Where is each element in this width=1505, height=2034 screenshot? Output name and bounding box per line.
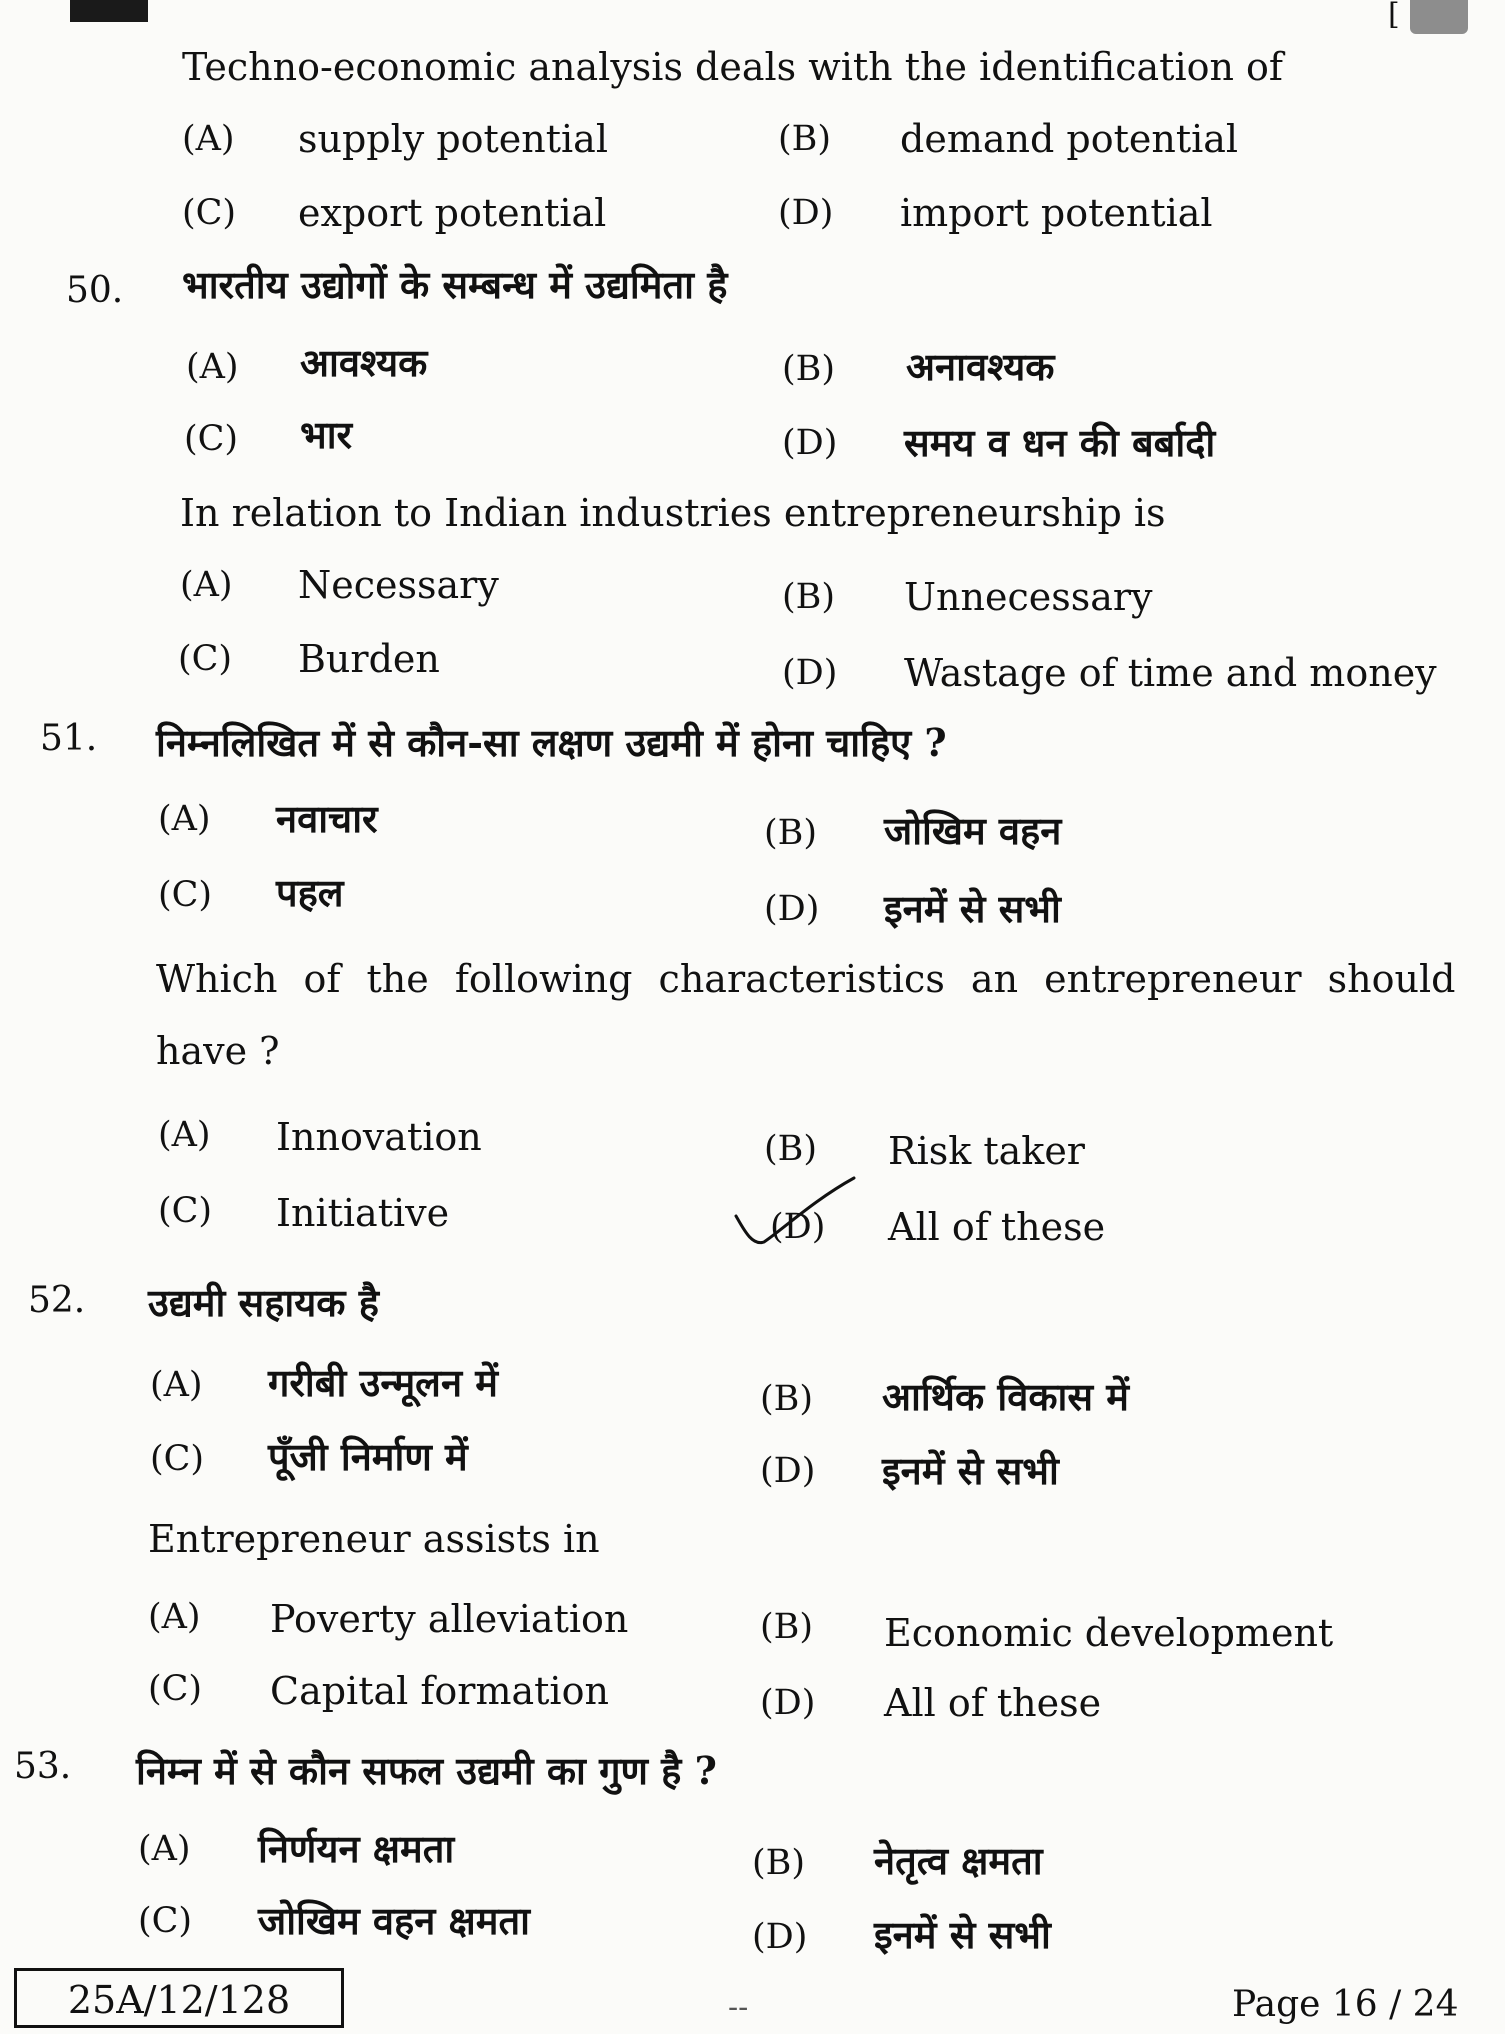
q52-en-b-label: (B)	[760, 1607, 814, 1647]
q50-hi-b-label: (B)	[782, 349, 836, 389]
q51-hi-c: पहल	[276, 870, 344, 915]
q50-en-b-label: (B)	[782, 577, 836, 617]
q50-en-b: Unnecessary	[904, 575, 1153, 619]
intro-option-a-label: (A)	[182, 119, 235, 159]
intro-question-en: Techno-economic analysis deals with the identification of	[182, 45, 1283, 89]
intro-option-a: supply potential	[298, 117, 608, 161]
q50-hi-d-label: (D)	[782, 423, 838, 463]
footer-dash: --	[728, 1990, 749, 2025]
paper-code-box: 25A/12/128	[14, 1968, 344, 2028]
question-52-number: 52.	[28, 1280, 86, 1321]
q50-en-c: Burden	[298, 637, 440, 681]
question-52-english: Entrepreneur assists in	[148, 1517, 600, 1561]
intro-option-b-label: (B)	[778, 119, 832, 159]
q52-hi-b: आर्थिक विकास में	[882, 1374, 1130, 1419]
q50-hi-c-label: (C)	[184, 419, 239, 459]
q50-hi-a: आवश्यक	[300, 340, 428, 385]
q52-hi-d: इनमें से सभी	[882, 1448, 1059, 1493]
q50-en-d: Wastage of time and money	[904, 651, 1437, 695]
corner-bracket: [	[1388, 0, 1400, 32]
q51-hi-d: इनमें से सभी	[884, 886, 1061, 931]
q52-hi-a: गरीबी उन्मूलन में	[268, 1360, 498, 1405]
q51-en-a-label: (A)	[158, 1115, 211, 1155]
q52-en-a: Poverty alleviation	[270, 1597, 629, 1641]
question-50-hindi: भारतीय उद्योगों के सम्बन्ध में उद्यमिता है	[182, 262, 728, 307]
q53-hi-b-label: (B)	[752, 1843, 806, 1883]
q53-hi-d-label: (D)	[752, 1917, 808, 1957]
q51-hi-a-label: (A)	[158, 799, 211, 839]
question-51-number: 51.	[40, 718, 98, 759]
q51-en-d-label: (D)	[770, 1207, 826, 1247]
q50-en-a: Necessary	[298, 563, 499, 607]
q51-en-c-label: (C)	[158, 1191, 213, 1231]
intro-option-c: export potential	[298, 191, 607, 235]
q52-en-d-label: (D)	[760, 1683, 816, 1723]
q51-hi-d-label: (D)	[764, 889, 820, 929]
intro-option-d: import potential	[900, 191, 1213, 235]
question-50-english: In relation to Indian industries entrepreneurship is	[180, 491, 1166, 535]
question-51-english-line2: have ?	[156, 1029, 280, 1073]
q52-hi-d-label: (D)	[760, 1451, 816, 1491]
q50-hi-a-label: (A)	[186, 347, 239, 387]
q52-hi-b-label: (B)	[760, 1379, 814, 1419]
question-52-hindi: उद्यमी सहायक है	[148, 1280, 379, 1325]
q53-hi-a: निर्णयन क्षमता	[258, 1826, 455, 1871]
question-50-number: 50.	[66, 270, 124, 311]
question-51-hindi: निम्नलिखित में से कौन-सा लक्षण उद्यमी में होना चाहिए ?	[156, 720, 947, 765]
page-number: Page 16 / 24	[1232, 1984, 1459, 2025]
q50-en-a-label: (A)	[180, 565, 233, 605]
handwritten-tick-mark	[730, 1172, 860, 1252]
q50-en-d-label: (D)	[782, 653, 838, 693]
q51-hi-b: जोखिम वहन	[884, 808, 1062, 853]
q50-hi-d: समय व धन की बर्बादी	[904, 420, 1216, 465]
q50-en-c-label: (C)	[178, 639, 233, 679]
q52-hi-c-label: (C)	[150, 1439, 205, 1479]
intro-option-c-label: (C)	[182, 193, 237, 233]
q51-en-a: Innovation	[276, 1115, 482, 1159]
corner-black-box	[70, 0, 148, 22]
question-51-english-line1: Which of the following characteristics an entrepreneur should	[156, 957, 1456, 1001]
q51-hi-b-label: (B)	[764, 813, 818, 853]
q51-hi-a: नवाचार	[276, 796, 378, 841]
question-53-number: 53.	[14, 1746, 72, 1787]
corner-grey-mark	[1410, 0, 1468, 34]
q53-hi-a-label: (A)	[138, 1829, 191, 1869]
q53-hi-c-label: (C)	[138, 1901, 193, 1941]
q51-en-b: Risk taker	[888, 1129, 1085, 1173]
q51-hi-c-label: (C)	[158, 875, 213, 915]
q52-en-d: All of these	[884, 1681, 1102, 1725]
q51-en-b-label: (B)	[764, 1129, 818, 1169]
intro-option-d-label: (D)	[778, 193, 834, 233]
intro-option-b: demand potential	[900, 117, 1239, 161]
q51-en-d: All of these	[888, 1205, 1106, 1249]
q52-en-c: Capital formation	[270, 1669, 609, 1713]
q51-en-c: Initiative	[276, 1191, 450, 1235]
q50-hi-b: अनावश्यक	[906, 344, 1055, 389]
q53-hi-d: इनमें से सभी	[874, 1912, 1051, 1957]
q52-en-b: Economic development	[884, 1611, 1334, 1655]
q53-hi-c: जोखिम वहन क्षमता	[258, 1898, 531, 1943]
q52-hi-c: पूँजी निर्माण में	[268, 1434, 468, 1479]
q52-hi-a-label: (A)	[150, 1365, 203, 1405]
q50-hi-c: भार	[300, 412, 353, 457]
question-53-hindi: निम्न में से कौन सफल उद्यमी का गुण है ?	[136, 1748, 717, 1793]
q52-en-a-label: (A)	[148, 1597, 201, 1637]
q52-en-c-label: (C)	[148, 1669, 203, 1709]
q53-hi-b: नेतृत्व क्षमता	[874, 1838, 1043, 1883]
